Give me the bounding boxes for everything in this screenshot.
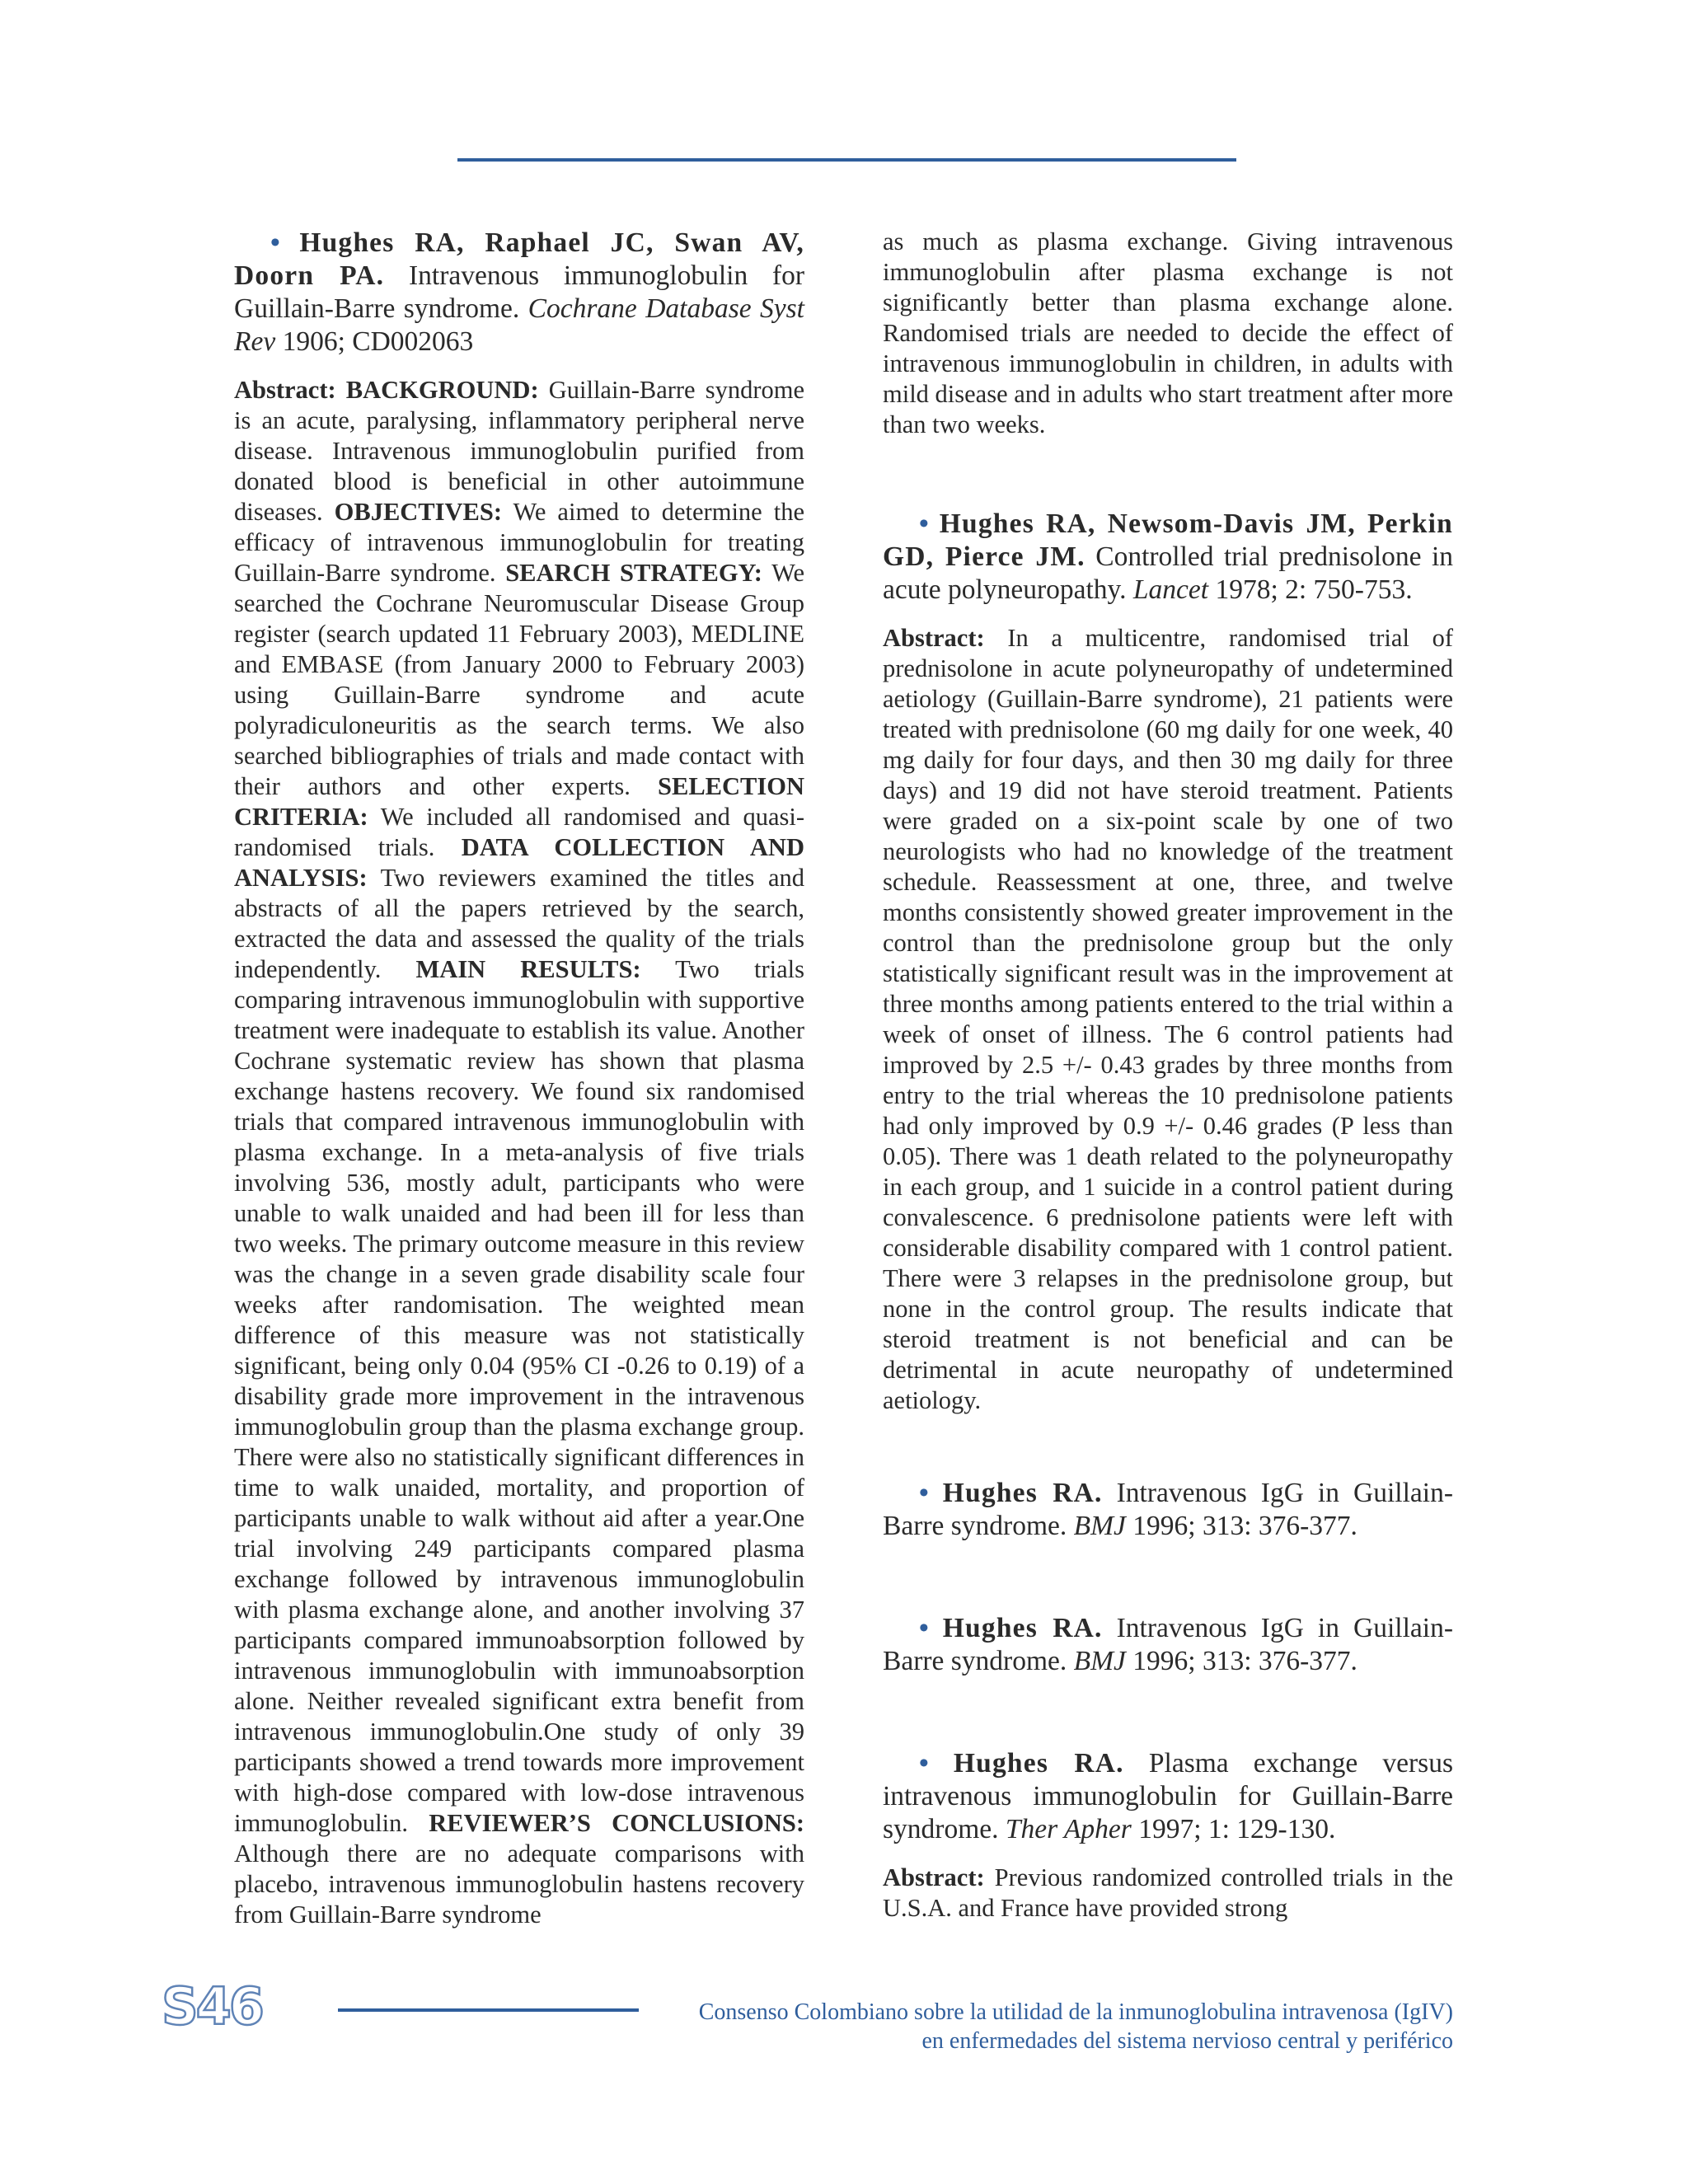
bullet-icon: •: [919, 1613, 929, 1643]
reference-journal: Lancet: [1132, 574, 1209, 605]
abstract-text: Although there are no adequate comparisons with placebo, intravenous immunoglobulin hastens recovery from Guillain-Barre syndrome: [234, 1840, 804, 1929]
reference-citation: 1996; 313: 376-377.: [1125, 1646, 1357, 1676]
right-column: [883, 227, 1453, 1924]
reference-journal: Cochrane Database Syst Rev: [234, 293, 804, 357]
reference-5: [883, 1747, 1453, 1846]
page-number: S46: [162, 1976, 262, 2036]
abstract-text: We aimed to determine the efficacy of intravenous immunoglobulin for treating Guillain-Barre syndrome.: [234, 498, 805, 587]
abstract-label: REVIEWER’S CONCLUSIONS:: [429, 1809, 804, 1837]
reference-authors: Hughes RA.: [942, 1613, 1103, 1643]
reference-authors: Hughes RA.: [942, 1478, 1103, 1508]
reference-title: Intravenous immunoglobulin for Guillain-Barre syndrome.: [234, 260, 804, 324]
abstract-text: Previous randomized controlled trials in the U.S.A. and France have provided strong: [883, 1863, 1453, 1922]
left-column: [234, 227, 804, 1930]
reference-title: Intravenous IgG in Guillain-Barre syndrome.: [883, 1613, 1453, 1676]
reference-5-abstract: [883, 1863, 1453, 1924]
reference-citation: 1997; 1: 129-130.: [1131, 1814, 1336, 1844]
reference-3: [883, 1477, 1453, 1543]
abstract-label: SELECTION CRITERIA:: [234, 772, 804, 831]
footer-title: [629, 1998, 1453, 2055]
abstract-text: Two trials comparing intravenous immunoglobulin with supportive treatment were inadequate to establish its value. Another Cochrane systematic review has shown that plasma exchange hastens recovery. We found six randomised trials that compared intravenous immunoglobulin with plasma exchange. In a meta-analysis of five trials involving 536, mostly adult, participants who were unable to walk unaided and had been ill for less than two weeks. The primary outcome measure in this review was the change in a seven grade disability scale four weeks after randomisation. The weighted mean difference of this measure was not statistically significant, being only 0.04 (95% CI -0.26 to 0.19) of a disability grade more improvement in the intravenous immunoglobulin group than the plasma exchange group. There were also no statistically significant differences in time to walk unaided, mortality, and proportion of participants unable to walk without aid after a year.One trial involving 249 participants compared plasma exchange followed by intravenous immunoglobulin with plasma exchange alone, and another involving 37 participants compared immunoabsorption followed by intravenous immunoglobulin with immunoabsorption alone. Neither revealed significant extra benefit from intravenous immunoglobulin.One study of only 39 participants showed a trend towards more improvement with high-dose compared with low-dose intravenous immunoglobulin.: [234, 955, 804, 1837]
header-rule: [457, 158, 1236, 162]
reference-journal: BMJ: [1073, 1646, 1126, 1676]
abstract-text: Guillain-Barre syndrome is an acute, paralysing, inflammatory peripheral nerve disease. Intravenous immunoglobulin purified from donated blood is beneficial in other autoimmune diseases.: [234, 376, 804, 526]
footer-rule: [338, 2008, 639, 2012]
abstract-label: DATA COLLECTION AND ANALYSIS:: [234, 833, 804, 892]
abstract-text: We searched the Cochrane Neuromuscular Disease Group register (search updated 11 February 2003), MEDLINE and EMBASE (from January 2000 to February 2003) using Guillain-Barre syndrome and acute polyradiculoneuritis as the search terms. We also searched bibliographies of trials and made contact with their authors and other experts.: [234, 559, 804, 800]
reference-2: [883, 508, 1453, 607]
bullet-icon: •: [919, 1748, 929, 1779]
reference-title: Intravenous IgG in Guillain-Barre syndrome.: [883, 1478, 1453, 1541]
reference-1: [234, 227, 804, 359]
reference-1-abstract-continued: as much as plasma exchange. Giving intravenous immunoglobulin after plasma exchange is not significantly better than plasma exchange alone. Randomised trials are needed to decide the effect of intravenous immunoglobulin in children, in adults with mild disease and in adults who start treatment after more than two weeks.: [883, 227, 1453, 438]
abstract-text: In a multicentre, randomised trial of prednisolone in acute polyneuropathy of undetermined aetiology (Guillain-Barre syndrome), 21 patients were treated with prednisolone (60 mg daily for one week, 40 mg daily for four days, and then 30 mg daily for three days) and 19 did not have steroid treatment. Patients were graded on a six-point scale by one of two neurologists who had no knowledge of the treatment schedule. Reassessment at one, three, and twelve months consistently showed greater improvement in the control than the prednisolone group but the only statistically significant result was in the improvement at three months among patients entered to the trial within a week of onset of illness. The 6 control patients had improved by 2.5 +/- 0.43 grades by three months from entry to the trial whereas the 10 prednisolone patients had only improved by 0.9 +/- 0.46 grades (P less than 0.05). There was 1 death related to the polyneuropathy in each group, and 1 suicide in a control patient during convalescence. 6 prednisolone patients were left with considerable disability compared with 1 control patient. There were 3 relapses in the prednisolone group, but none in the control group. The results indicate that steroid treatment is not beneficial and can be detrimental in acute neuropathy of undetermined aetiology.: [883, 624, 1453, 1414]
reference-authors: Hughes RA.: [953, 1748, 1124, 1779]
reference-4: [883, 1612, 1453, 1678]
abstract-label: Abstract:: [883, 1863, 985, 1891]
abstract-text: We included all randomised and quasi-randomised trials.: [234, 803, 804, 861]
reference-citation: 1906; CD002063: [275, 326, 474, 357]
reference-title: Controlled trial prednisolone in acute polyneuropathy.: [883, 541, 1454, 605]
abstract-label: Abstract:: [883, 624, 985, 652]
reference-authors: Hughes RA, Newsom-Davis JM, Perkin GD, Pierce JM.: [883, 509, 1453, 572]
bullet-icon: •: [270, 227, 280, 258]
abstract-text: Two reviewers examined the titles and abstracts of all the papers retrieved by the search, extracted the data and assessed the quality of the trials independently.: [234, 864, 804, 983]
abstract-label: MAIN RESULTS:: [415, 955, 641, 983]
reference-citation: 1978; 2: 750-753.: [1208, 574, 1413, 605]
reference-1-abstract: [234, 375, 804, 1930]
reference-title: Plasma exchange versus intravenous immunoglobulin for Guillain-Barre syndrome.: [883, 1748, 1453, 1844]
footer-line-1: Consenso Colombiano sobre la utilidad de la inmunoglobulina intravenosa (IgIV): [698, 1999, 1453, 2025]
abstract-label: OBJECTIVES:: [334, 498, 503, 526]
bullet-icon: •: [919, 1478, 929, 1508]
abstract-label: SEARCH STRATEGY:: [505, 559, 762, 587]
reference-citation: 1996; 313: 376-377.: [1125, 1511, 1357, 1541]
reference-authors: Hughes RA, Raphael JC, Swan AV, Doorn PA.: [234, 227, 805, 291]
abstract-label: Abstract: BACKGROUND:: [234, 376, 539, 404]
footer-line-2: en enfermedades del sistema nervioso central y periférico: [921, 2028, 1453, 2054]
bullet-icon: •: [919, 509, 929, 539]
reference-journal: Ther Apher: [1005, 1814, 1132, 1844]
reference-2-abstract: [883, 623, 1453, 1416]
reference-journal: BMJ: [1073, 1511, 1126, 1541]
